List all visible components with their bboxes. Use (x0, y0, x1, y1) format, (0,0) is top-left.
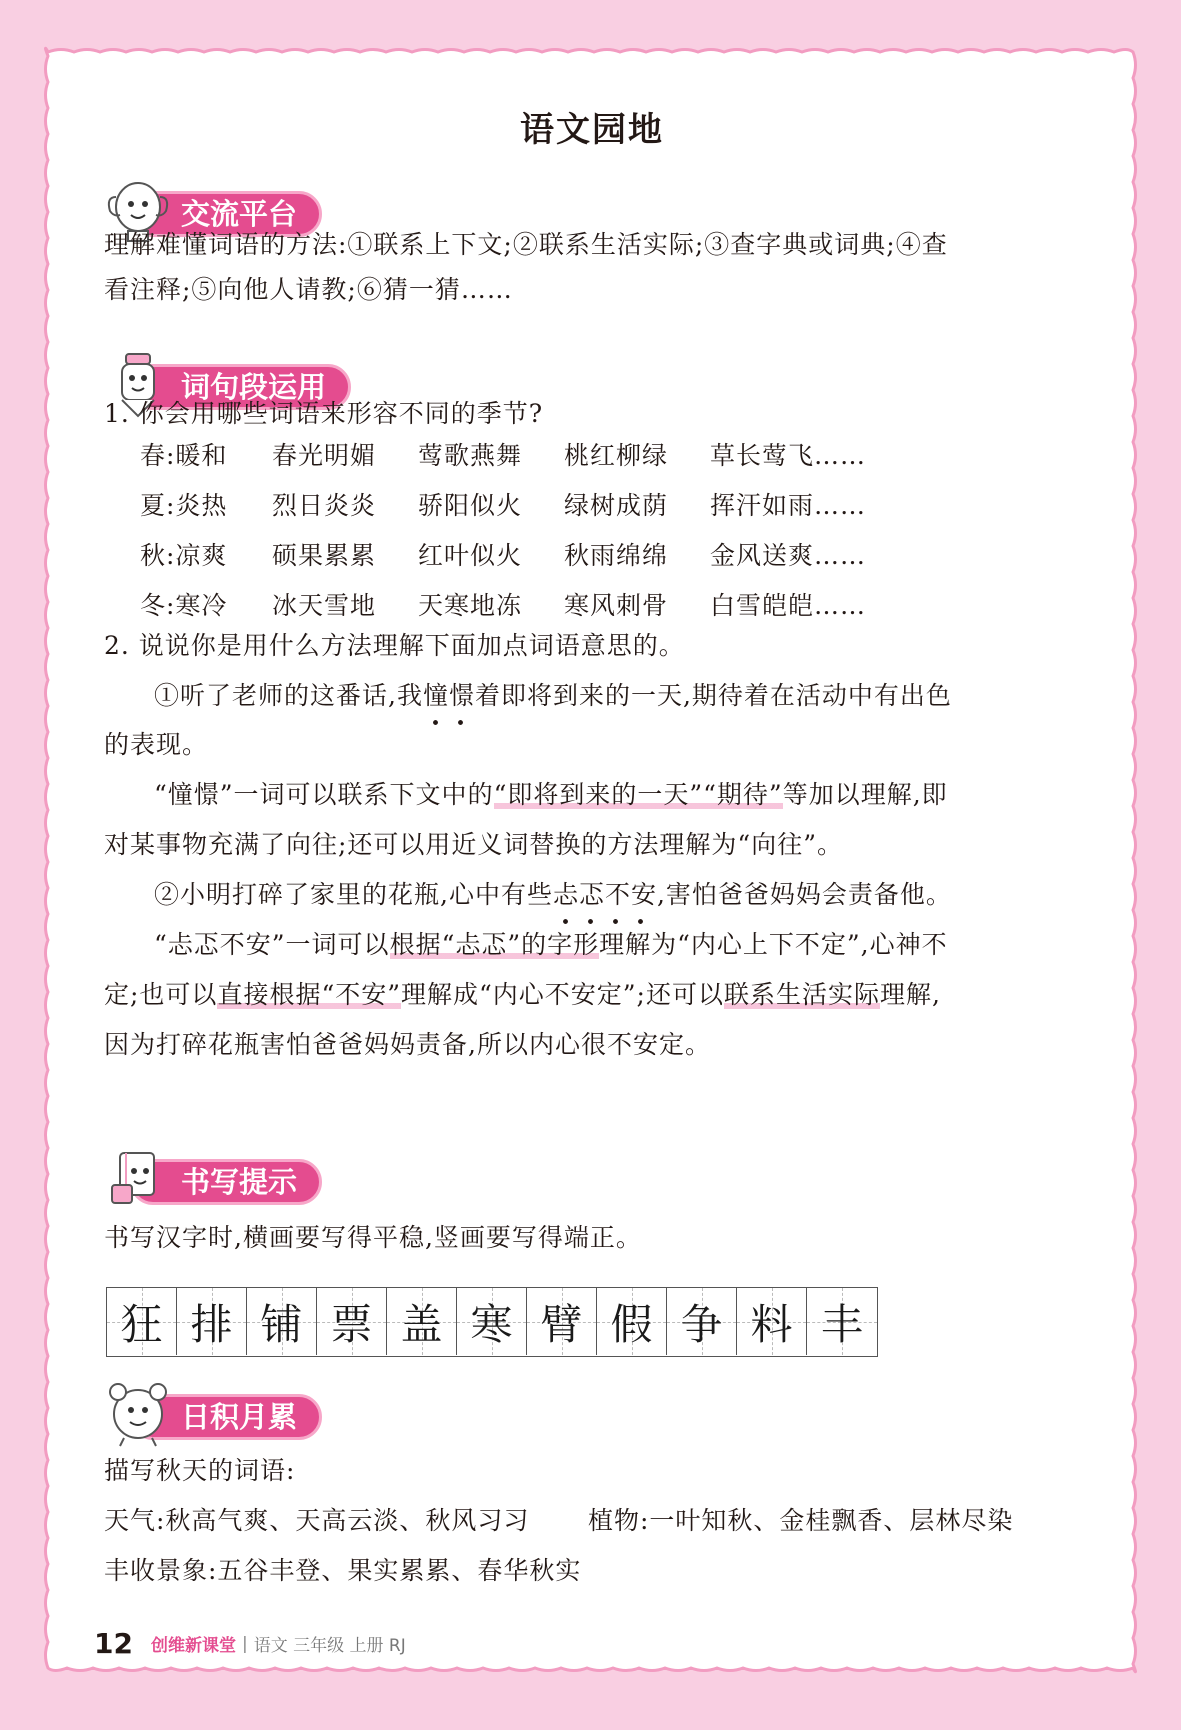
answer-text: 等加以理解,即 (782, 780, 948, 809)
season-word: 草长莺飞…… (710, 441, 867, 470)
highlighted-phrase: 联系生活实际 (724, 980, 881, 1009)
season-word: 绿树成荫 (564, 491, 669, 520)
season-word: 春:暖和 (140, 441, 228, 470)
sentence-text: ①听了老师的这番话,我 (154, 681, 423, 710)
exchange-line-1: 理解难懂词语的方法:①联系上下文;②联系生活实际;③查字典或词典;④查 (104, 230, 948, 259)
character-cell (667, 1288, 737, 1355)
character-cell (177, 1288, 247, 1355)
character-cell (737, 1288, 807, 1355)
q2-answer-2-end: 因为打碎花瓶害怕爸爸妈妈责备,所以内心很不安定。 (104, 1030, 711, 1059)
practice-character: 假 (610, 1299, 653, 1349)
practice-character: 臂 (540, 1299, 583, 1349)
practice-character: 铺 (260, 1299, 303, 1349)
season-word: 天寒地冻 (418, 591, 523, 620)
practice-character: 料 (750, 1299, 793, 1349)
season-word: 桃红柳绿 (564, 441, 669, 470)
season-word: 硕果累累 (272, 541, 377, 570)
character-practice-grid (106, 1287, 878, 1357)
accumulate-harvest: 丰收景象:五谷丰登、果实累累、春华秋实 (104, 1556, 582, 1585)
dotted-word: 忐忑不安 (553, 870, 657, 920)
brand-name: 创维新课堂 (150, 1636, 236, 1656)
practice-character: 寒 (470, 1299, 513, 1349)
character-cell (317, 1288, 387, 1355)
book-info: 语文 三年级 上册 RJ (253, 1636, 406, 1656)
q1-question: 1. 你会用哪些词语来形容不同的季节? (104, 399, 544, 428)
section-label: 交流平台 (130, 191, 322, 237)
highlighted-phrase: 根据“忐忑”的字形 (389, 930, 600, 959)
practice-character: 排 (190, 1299, 233, 1349)
character-cell (107, 1288, 177, 1355)
character-cell (527, 1288, 597, 1355)
sentence-text: ,害怕爸爸妈妈会责备他。 (656, 880, 952, 909)
character-cell (457, 1288, 527, 1355)
sentence-text: 着即将到来的一天,期待着在活动中有出色 (474, 681, 952, 710)
practice-character: 争 (680, 1299, 723, 1349)
sentence-text: ②小明打碎了家里的花瓶,心中有些 (154, 880, 553, 909)
highlighted-phrase: “即将到来的一天”“期待” (493, 780, 783, 809)
character-cell (807, 1288, 877, 1355)
season-word: 秋:凉爽 (140, 541, 228, 570)
season-word: 挥汗如雨…… (710, 491, 867, 520)
season-word: 烈日炎炎 (272, 491, 377, 520)
character-cell (387, 1288, 457, 1355)
accumulate-plants: 植物:一叶知秋、金桂飘香、层林尽染 (588, 1506, 1014, 1535)
season-word: 白雪皑皑…… (710, 591, 867, 620)
season-word: 莺歌燕舞 (418, 441, 523, 470)
writing-tip: 书写汉字时,横画要写得平稳,竖画要写得端正。 (104, 1223, 642, 1252)
practice-character: 狂 (120, 1299, 163, 1349)
answer-text: 定;也可以 (104, 980, 218, 1009)
q2-answer-2 (154, 920, 1134, 970)
season-word: 春光明媚 (272, 441, 377, 470)
practice-character: 丰 (820, 1299, 863, 1349)
season-word: 秋雨绵绵 (564, 541, 669, 570)
q2-answer-2-cont (104, 970, 1084, 1020)
season-word: 冰天雪地 (272, 591, 377, 620)
dotted-word: 憧憬 (423, 671, 475, 721)
section-label: 书写提示 (130, 1159, 322, 1205)
character-cell (247, 1288, 317, 1355)
answer-text: 理解为“内心上下不定”,心神不 (599, 930, 948, 959)
season-word: 冬:寒冷 (140, 591, 228, 620)
page-title: 语文园地 (520, 110, 664, 150)
practice-character: 盖 (400, 1299, 443, 1349)
q2-sentence-1-cont: 的表现。 (104, 730, 209, 759)
accumulate-weather: 天气:秋高气爽、天高云淡、秋风习习 (104, 1506, 530, 1535)
footer-separator: | (241, 1633, 248, 1654)
highlighted-phrase: 直接根据“不安” (217, 980, 401, 1009)
answer-text: “忐忑不安”一词可以 (154, 930, 390, 959)
section-label: 日积月累 (130, 1394, 322, 1440)
section-label: 词句段运用 (130, 364, 351, 410)
exchange-line-2: 看注释;⑤向他人请教;⑥猜一猜…… (104, 275, 513, 304)
season-word: 夏:炎热 (140, 491, 228, 520)
page-content (72, 62, 1112, 1660)
season-word: 红叶似火 (418, 541, 523, 570)
season-word: 寒风刺骨 (564, 591, 669, 620)
q2-answer-1-cont: 对某事物充满了向往;还可以用近义词替换的方法理解为“向往”。 (104, 830, 843, 859)
q2-sentence-2 (154, 870, 1134, 920)
notebook-mascot-icon (104, 1145, 172, 1215)
q2-sentence-1 (154, 671, 1134, 721)
page-footer (94, 1627, 406, 1660)
practice-character: 票 (330, 1299, 373, 1349)
q2-answer-1 (154, 770, 1134, 820)
answer-text: 理解, (880, 980, 941, 1009)
answer-text: 理解成“内心不安定”;还可以 (401, 980, 724, 1009)
page-number: 12 (94, 1627, 133, 1660)
q2-question: 2. 说说你是用什么方法理解下面加点词语意思的。 (104, 631, 685, 660)
character-cell (597, 1288, 667, 1355)
season-word: 骄阳似火 (418, 491, 523, 520)
season-word: 金风送爽…… (710, 541, 867, 570)
accumulate-intro: 描写秋天的词语: (104, 1456, 296, 1485)
answer-text: “憧憬”一词可以联系下文中的 (154, 780, 494, 809)
clock-mascot-icon (104, 1380, 172, 1450)
